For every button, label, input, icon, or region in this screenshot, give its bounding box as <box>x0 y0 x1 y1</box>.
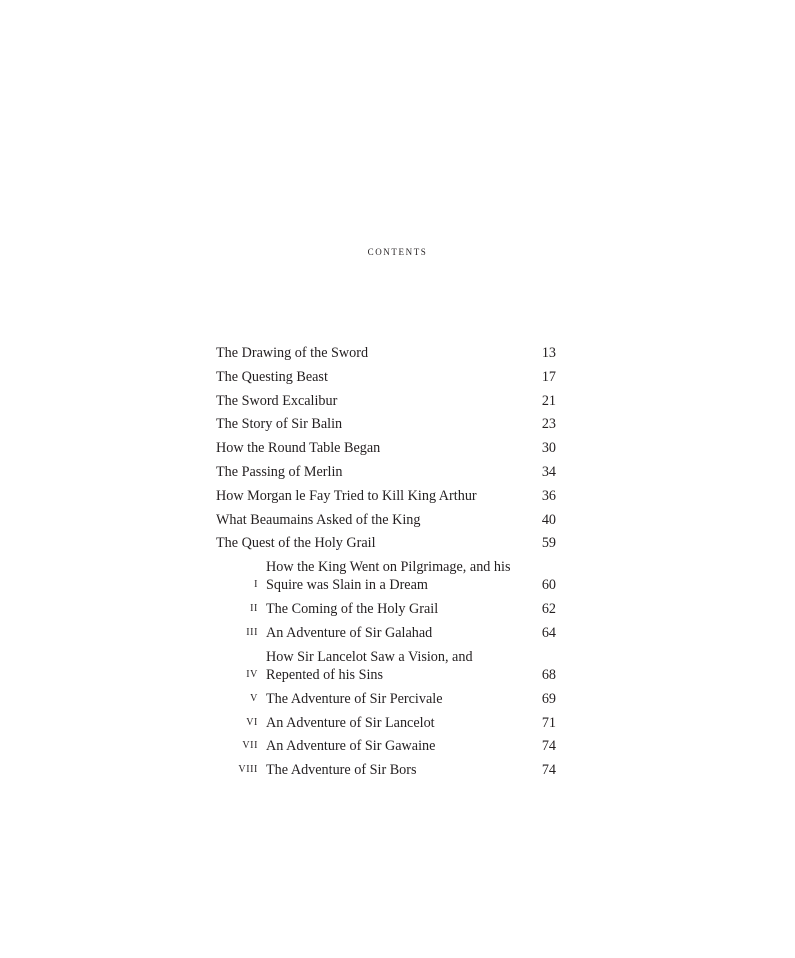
toc-subentry-title: An Adventure of Sir Lancelot <box>266 714 435 731</box>
toc-subentry-title: How Sir Lancelot Saw a Vision, and Repented of his Sins <box>266 648 473 683</box>
toc-subentry-number: VIII <box>238 764 258 776</box>
toc-entry[interactable] <box>216 511 556 529</box>
toc-subentry[interactable] <box>216 558 556 594</box>
toc-subentry-number: V <box>250 692 258 704</box>
toc-subentry-page: 74 <box>541 762 556 779</box>
toc-entry-page: 21 <box>541 392 556 409</box>
toc-subentry-page: 71 <box>541 714 556 731</box>
toc-subentry-page: 69 <box>541 690 556 707</box>
toc-entry-title: The Drawing of the Sword <box>216 345 369 361</box>
toc-subentry-number: II <box>250 603 258 615</box>
toc-subentry[interactable] <box>216 600 556 618</box>
toc-subentry-page: 68 <box>541 666 556 683</box>
toc-entry-title: The Questing Beast <box>216 368 328 385</box>
toc-subentry-page: 60 <box>541 577 556 594</box>
toc-subentry[interactable] <box>216 714 556 732</box>
toc-subentry[interactable] <box>216 648 556 684</box>
toc-subentry[interactable] <box>216 624 556 642</box>
toc-subentry-number: I <box>254 579 258 591</box>
toc-subentry-page: 64 <box>541 624 556 641</box>
toc-subentry-page: 74 <box>541 738 556 755</box>
toc-subentry[interactable] <box>216 761 556 779</box>
toc-subentry-number: VII <box>242 740 258 752</box>
toc-subentry-page: 62 <box>541 601 556 618</box>
toc-subentry-title: How the King Went on Pilgrimage, and his Squire was Slain in a Dream <box>266 559 511 594</box>
toc-subentry[interactable] <box>216 690 556 708</box>
toc-subentry-title: The Adventure of Sir Bors <box>266 762 417 779</box>
toc-subentry-number: IV <box>246 668 258 680</box>
toc-entry[interactable] <box>216 392 556 410</box>
toc-entry-title: What Beaumains Asked of the King <box>216 511 421 528</box>
toc-entry-title: The Story of Sir Balin <box>216 416 343 433</box>
page-title: contents <box>367 243 428 258</box>
table-of-contents <box>216 344 556 785</box>
toc-subentry[interactable] <box>216 737 556 755</box>
toc-entry[interactable] <box>216 487 556 505</box>
toc-subentry-number: III <box>246 626 258 638</box>
toc-subentry-title: The Coming of the Holy Grail <box>266 601 439 618</box>
toc-entry-page: 30 <box>541 440 556 457</box>
toc-entry[interactable] <box>216 534 556 552</box>
toc-subentry-number: VI <box>246 716 258 728</box>
toc-entry-title: How Morgan le Fay Tried to Kill King Arthur <box>216 487 477 504</box>
toc-entry-title: The Quest of the Holy Grail <box>216 535 376 552</box>
toc-entry-page: 40 <box>541 511 556 528</box>
toc-entry-page: 23 <box>541 416 556 433</box>
toc-subentry-title: An Adventure of Sir Gawaine <box>266 738 436 755</box>
toc-entry-title: The Sword Excalibur <box>216 392 338 409</box>
toc-subentry-title: The Adventure of Sir Percivale <box>266 690 443 707</box>
toc-entry[interactable] <box>216 344 556 362</box>
toc-entry[interactable] <box>216 439 556 457</box>
toc-entry-page: 34 <box>541 463 556 480</box>
toc-subentry-title: An Adventure of Sir Galahad <box>266 624 433 641</box>
toc-entry-page: 59 <box>541 535 556 552</box>
toc-entry-page: 36 <box>541 487 556 504</box>
toc-entry[interactable] <box>216 368 556 386</box>
toc-entry-page: 13 <box>541 345 556 361</box>
toc-entry-title: How the Round Table Began <box>216 440 381 457</box>
toc-entry[interactable] <box>216 463 556 481</box>
toc-entry[interactable] <box>216 415 556 433</box>
toc-entry-page: 17 <box>541 368 556 385</box>
toc-entry-title: The Passing of Merlin <box>216 463 343 480</box>
